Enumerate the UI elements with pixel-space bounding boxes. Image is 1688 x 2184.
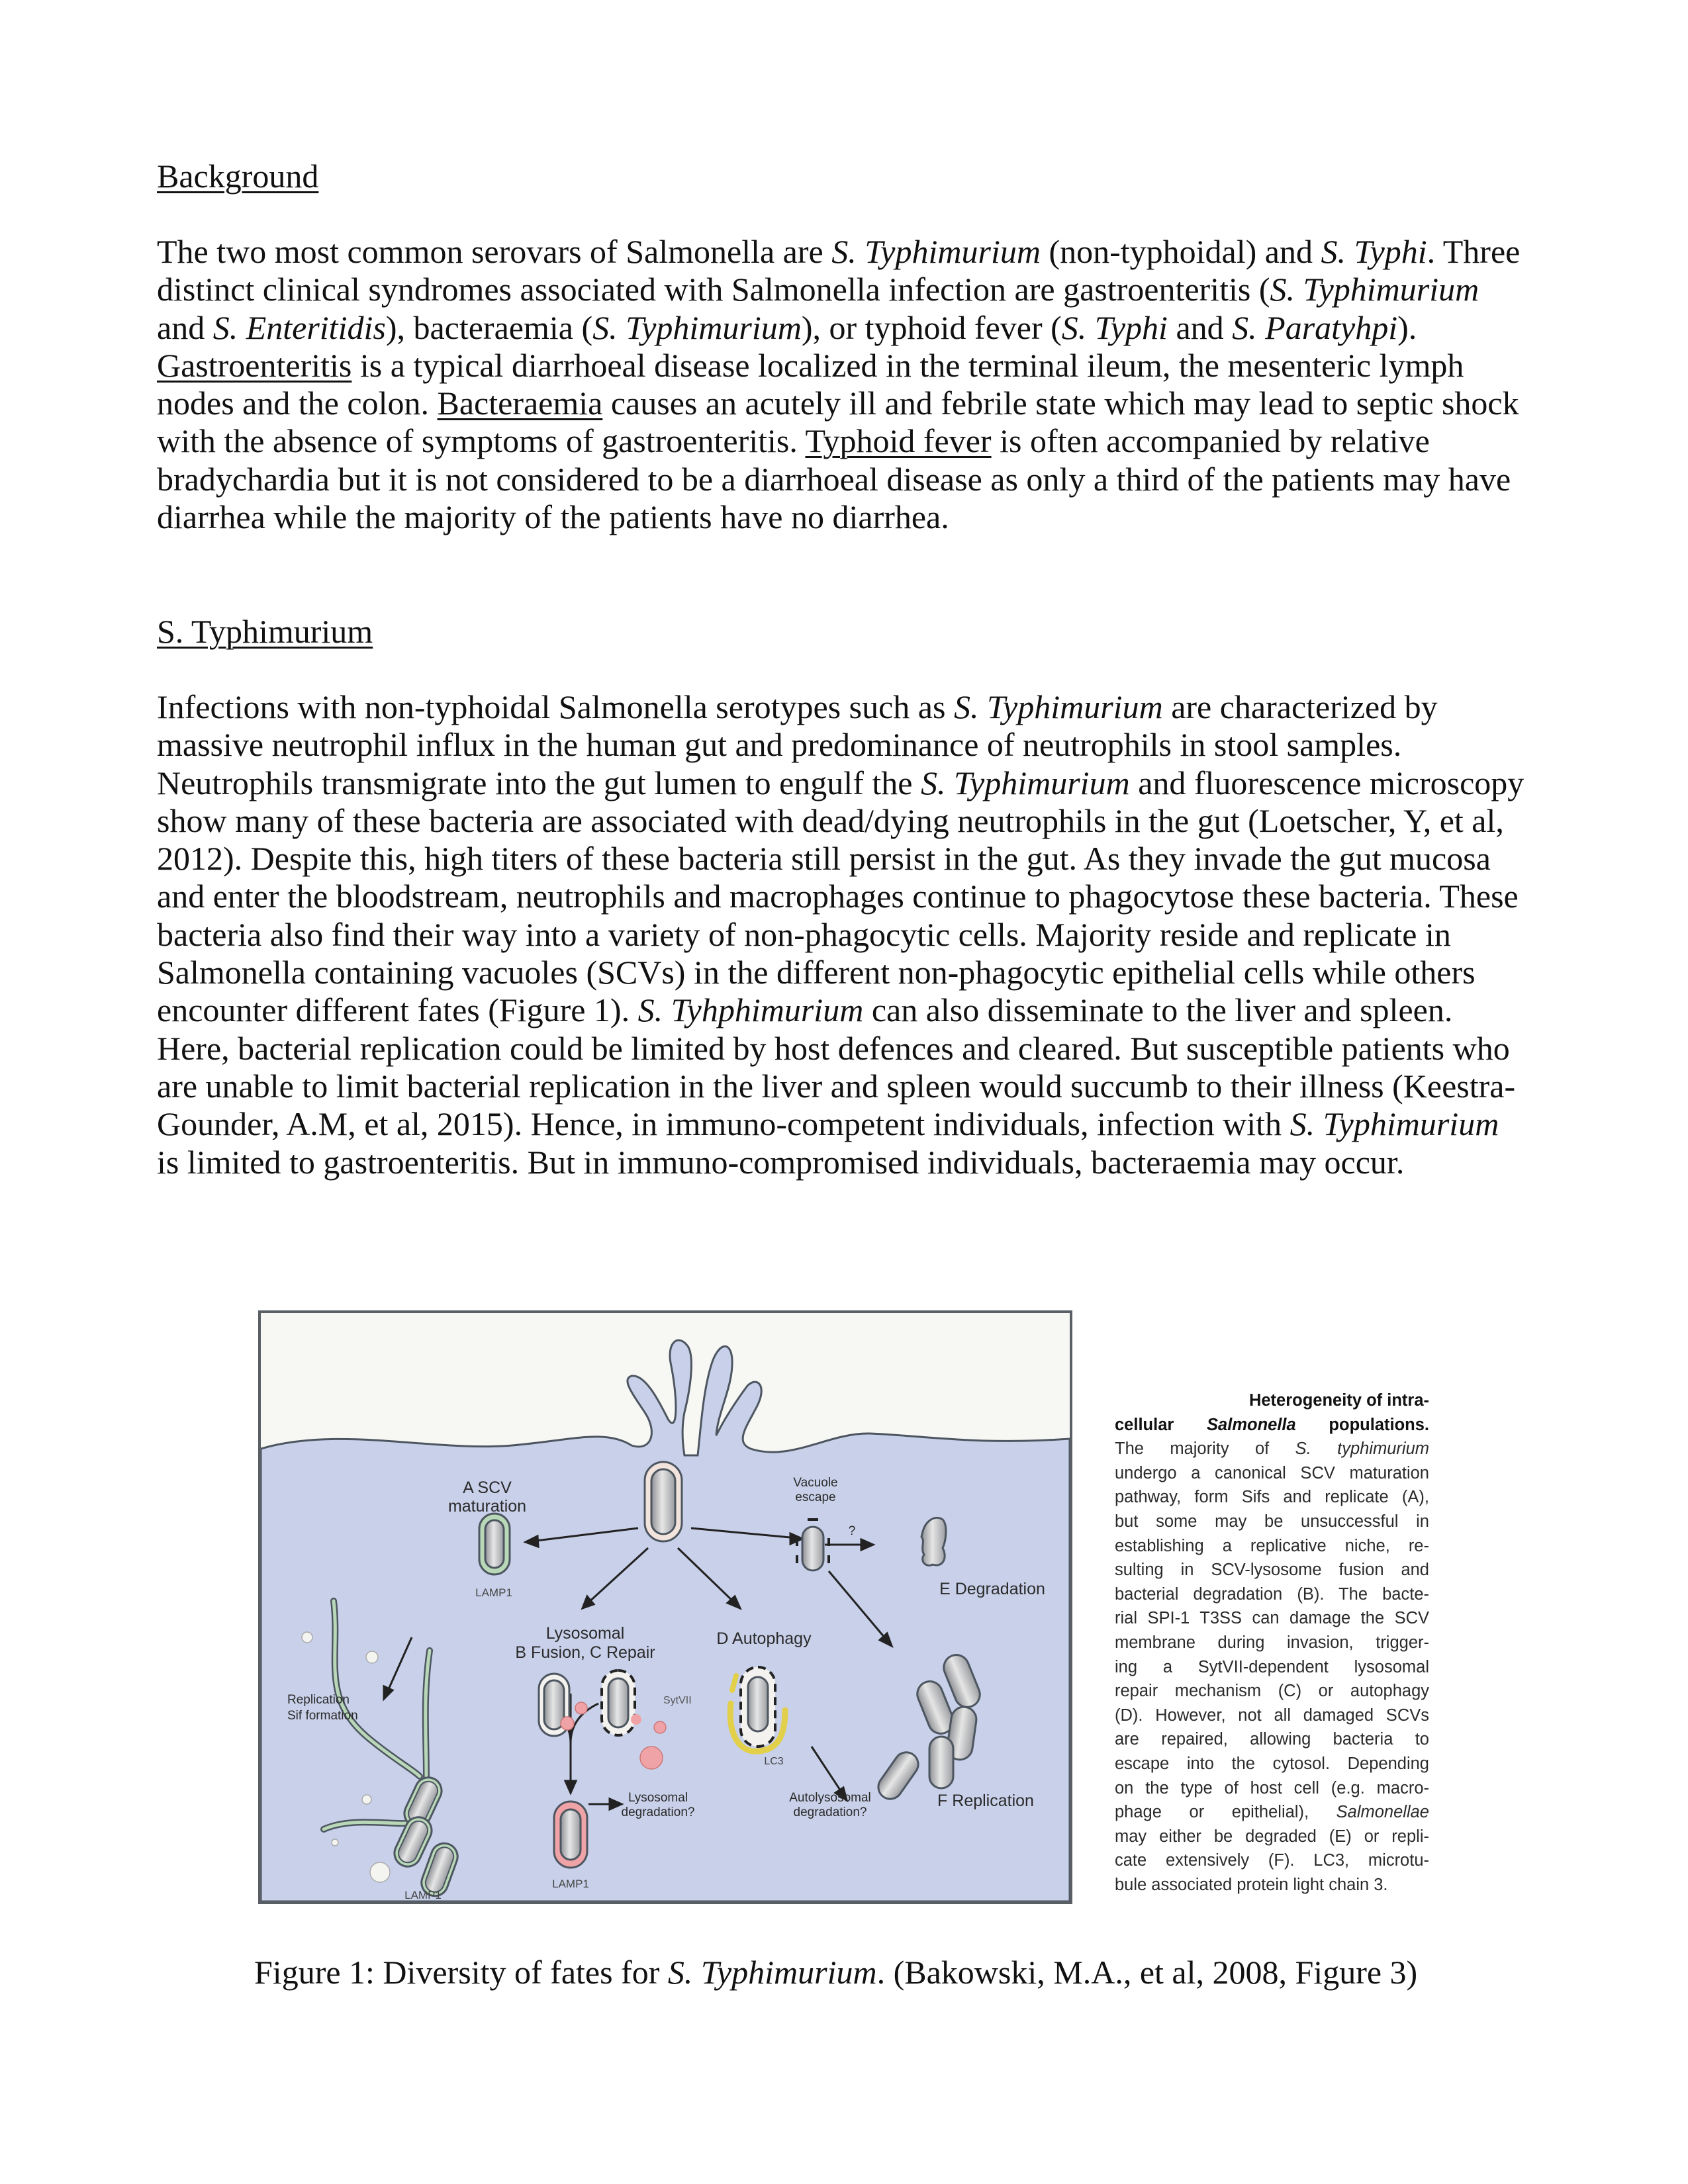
text-run: Gounder, A.M, et al, 2015). Hence, in immuno-competent individuals, infection with xyxy=(157,1105,1290,1143)
label-question: ? xyxy=(848,1524,856,1538)
text-run: cate extensively (F). LC3, microtu- xyxy=(1115,1851,1429,1870)
text-run: are unable to limit bacterial replication in the liver and spleen would succumb to their illness (Keestra- xyxy=(157,1067,1516,1105)
legend-title-part: cellular xyxy=(1115,1415,1207,1434)
text-line xyxy=(157,498,1530,536)
text-line xyxy=(1115,1485,1429,1510)
text-line xyxy=(1115,1437,1429,1461)
text-line xyxy=(1115,1534,1429,1559)
text-run: nodes and the colon. xyxy=(157,385,438,422)
italic-text: S. Typhimurium xyxy=(953,688,1163,725)
section-heading-typhimurium: S. Typhimurium xyxy=(157,613,373,650)
text-run: ing a SytVII-dependent lysosomal xyxy=(1115,1657,1429,1676)
italic-text: S. Typhimurium xyxy=(1289,1105,1499,1143)
label-escape: escape xyxy=(795,1490,836,1504)
text-line xyxy=(1115,1631,1429,1655)
text-run: . Three xyxy=(1427,233,1521,270)
label-fusion-repair: B Fusion, C Repair xyxy=(515,1643,655,1662)
italic-text: S. Typhi xyxy=(1061,308,1168,346)
text-run: ), bacteraemia ( xyxy=(385,308,593,346)
italic-text: S. Typhimurium xyxy=(1270,271,1479,308)
text-run: causes an acutely ill and febrile state which may lead to septic shock xyxy=(602,385,1519,422)
text-run: show many of these bacteria are associated with dead/dying neutrophils in the gut (Loetscher, Y, et al, xyxy=(157,801,1504,839)
scv-maturation-vacuole xyxy=(479,1514,510,1574)
text-run: and xyxy=(1167,308,1233,346)
text-run: sulting in SCV-lysosome fusion and xyxy=(1115,1561,1429,1580)
figure-caption xyxy=(254,1952,1417,1992)
text-line xyxy=(157,1144,1530,1181)
text-run: bradychardia but it is not considered to be a diarrhoeal disease as only a third of the patients may have xyxy=(157,460,1511,498)
legend-title-line-2 xyxy=(1115,1413,1429,1437)
label-replication: Replication xyxy=(287,1693,350,1707)
text-line xyxy=(157,1068,1530,1105)
text-run: and enter the bloodstream, neutrophils and macrophages continue to phagocytose these bacteria. These xyxy=(157,878,1519,915)
figure-legend xyxy=(1115,1388,1429,1897)
text-run: and xyxy=(157,308,213,346)
italic-text: S. Tyhphimurium xyxy=(637,991,864,1029)
legend-body xyxy=(1115,1437,1429,1897)
text-line xyxy=(1115,1776,1429,1801)
text-run: encounter different fates (Figure 1). xyxy=(157,991,638,1029)
text-run: are characterized by xyxy=(1162,688,1438,725)
text-run: repair mechanism (C) or autophagy xyxy=(1115,1682,1429,1701)
text-run: Infections with non-typhoidal Salmonella serotypes such as xyxy=(157,688,954,725)
underlined-term: Typhoid fever xyxy=(805,422,992,460)
text-line xyxy=(1115,1704,1429,1728)
text-line xyxy=(157,802,1530,840)
text-run: Figure 1: Diversity of fates for xyxy=(254,1954,668,1991)
italic-text: S. Typhimurium xyxy=(920,764,1130,801)
label-lamp1-b: LAMP1 xyxy=(552,1878,589,1890)
label-vacuole: Vacuole xyxy=(793,1476,838,1490)
text-line xyxy=(157,309,1530,347)
section-heading-background: Background xyxy=(157,158,319,195)
text-run: massive neutrophil influx in the human gut and predominance of neutrophils in stool samples. xyxy=(157,726,1402,764)
text-line xyxy=(157,764,1530,802)
label-autolysosomal-2: degradation? xyxy=(793,1805,867,1819)
text-run: with the absence of symptoms of gastroenteritis. xyxy=(157,422,806,460)
text-run: (D). However, not all damaged SCVs xyxy=(1115,1706,1429,1725)
text-run: ), or typhoid fever ( xyxy=(801,308,1062,346)
text-run: may either be degraded (E) or repli- xyxy=(1115,1827,1429,1846)
text-run: can also disseminate to the liver and spleen. xyxy=(863,991,1453,1029)
label-lc3: LC3 xyxy=(764,1756,784,1767)
text-line xyxy=(157,916,1530,954)
paragraph-typhimurium xyxy=(157,688,1530,1181)
label-lysosomal: Lysosomal xyxy=(545,1624,625,1643)
text-line xyxy=(157,347,1530,385)
text-line xyxy=(157,422,1530,460)
text-run: . (Bakowski, M.A., et al, 2008, Figure 3) xyxy=(876,1954,1418,1991)
italic-text: S. Typhimurium xyxy=(667,1954,877,1991)
text-line xyxy=(1115,1727,1429,1752)
text-run: bacteria also find their way into a variety of non-phagocytic cells. Majority reside and replicate in xyxy=(157,915,1451,953)
italic-text: S. Enteritidis xyxy=(212,308,386,346)
text-run: and fluorescence microscopy xyxy=(1129,764,1524,801)
text-run: undergo a canonical SCV maturation xyxy=(1115,1463,1429,1482)
text-run: The majority of xyxy=(1115,1439,1295,1459)
text-line xyxy=(1115,1679,1429,1704)
label-sif-formation: Sif formation xyxy=(287,1709,358,1723)
text-line xyxy=(1115,1825,1429,1849)
text-run: pathway, form Sifs and replicate (A), xyxy=(1115,1488,1429,1507)
text-line xyxy=(157,385,1530,422)
text-line xyxy=(1115,1510,1429,1534)
text-run: 2012). Despite this, high titers of these bacteria still persist in the gut. As they invade the gut mucosa xyxy=(157,840,1491,878)
text-line xyxy=(157,461,1530,498)
legend-title-line-1: Heterogeneity of intra- xyxy=(1248,1391,1429,1410)
text-line xyxy=(1115,1606,1429,1631)
text-run: distinct clinical syndromes associated with Salmonella infection are gastroenteritis ( xyxy=(157,271,1270,308)
text-run: (non-typhoidal) and xyxy=(1040,233,1321,270)
text-line xyxy=(157,991,1530,1029)
text-run: phage or epithelial), xyxy=(1115,1803,1336,1822)
label-lysosomal-degradation-1: Lysosomal xyxy=(628,1791,688,1805)
label-scv-maturation: maturation xyxy=(447,1497,527,1516)
label-replication-f: F Replication xyxy=(937,1792,1034,1810)
legend-title-genus: Salmonella xyxy=(1207,1415,1296,1434)
italic-text: S. Typhi xyxy=(1321,233,1427,270)
text-run: Here, bacterial replication could be limited by host defences and cleared. But susceptible patients who xyxy=(157,1029,1510,1067)
text-run: bule associated protein light chain 3. xyxy=(1115,1875,1388,1894)
italic-text: S. Typhimurium xyxy=(831,233,1041,270)
text-line xyxy=(1115,1461,1429,1486)
label-lysosomal-degradation-2: degradation? xyxy=(621,1805,695,1819)
italic-text: S. Typhimurium xyxy=(592,308,802,346)
text-run: bacterial degradation (B). The bacte- xyxy=(1115,1584,1429,1604)
text-line xyxy=(1115,1800,1429,1825)
text-line xyxy=(157,840,1530,878)
invading-bacterium xyxy=(645,1462,682,1541)
text-line xyxy=(157,1030,1530,1068)
text-line xyxy=(157,878,1530,915)
label-scv-a: A SCV xyxy=(463,1479,512,1497)
text-line xyxy=(1115,1655,1429,1680)
label-lamp1-a: LAMP1 xyxy=(475,1586,512,1599)
label-autophagy: D Autophagy xyxy=(716,1629,812,1648)
legend-title-part: populations. xyxy=(1295,1415,1429,1434)
label-degradation-e: E Degradation xyxy=(939,1580,1045,1598)
text-run: establishing a replicative niche, re- xyxy=(1115,1536,1429,1555)
text-run: Neutrophils transmigrate into the gut lumen to engulf the xyxy=(157,764,921,801)
text-line xyxy=(1115,1752,1429,1776)
text-line xyxy=(157,271,1530,308)
underlined-term: Gastroenteritis xyxy=(157,346,352,384)
text-run: Salmonella containing vacuoles (SCVs) in the different non-phagocytic epithelial cells while others xyxy=(157,954,1476,991)
figure-diagram xyxy=(258,1310,1072,1904)
lysosome-fused-vacuole xyxy=(554,1801,587,1868)
text-run: rial SPI-1 T3SS can damage the SCV xyxy=(1115,1609,1429,1628)
text-run: membrane during invasion, trigger- xyxy=(1115,1633,1429,1652)
text-run: diarrhea while the majority of the patients have no diarrhea. xyxy=(157,498,949,536)
text-line xyxy=(1115,1582,1429,1607)
label-lamp1-sif: LAMP1 xyxy=(404,1889,442,1901)
italic-text: S. Paratyhpi xyxy=(1232,308,1398,346)
text-run: ). xyxy=(1397,308,1417,346)
italic-text: Salmonellae xyxy=(1336,1803,1429,1822)
degraded-bacterium xyxy=(921,1518,946,1565)
text-line xyxy=(157,1105,1530,1143)
text-run: is a typical diarrhoeal disease localized in the terminal ileum, the mesenteric lymph xyxy=(352,346,1464,384)
label-autolysosomal-1: Autolysosomal xyxy=(789,1791,871,1805)
text-run: are repaired, allowing bacteria to xyxy=(1115,1730,1429,1749)
text-run: The two most common serovars of Salmonella are xyxy=(157,233,832,270)
italic-text: S. typhimurium xyxy=(1295,1439,1429,1459)
label-sytvii: SytVII xyxy=(663,1695,692,1706)
underlined-term: Bacteraemia xyxy=(437,385,603,422)
text-line xyxy=(157,954,1530,991)
text-run: escape into the cytosol. Depending xyxy=(1115,1754,1429,1773)
text-line xyxy=(1115,1873,1429,1897)
text-line xyxy=(1115,1558,1429,1582)
text-run: is often accompanied by relative xyxy=(991,422,1430,460)
text-run: on the type of host cell (e.g. macro- xyxy=(1115,1778,1429,1797)
paragraph-background xyxy=(157,233,1530,536)
text-run: but some may be unsuccessful in xyxy=(1115,1512,1429,1531)
text-line xyxy=(157,688,1530,726)
text-line xyxy=(1115,1848,1429,1873)
text-line xyxy=(157,726,1530,764)
text-line xyxy=(157,233,1530,271)
text-run: is limited to gastroenteritis. But in immuno-compromised individuals, bacteraemia may occur. xyxy=(157,1143,1405,1181)
